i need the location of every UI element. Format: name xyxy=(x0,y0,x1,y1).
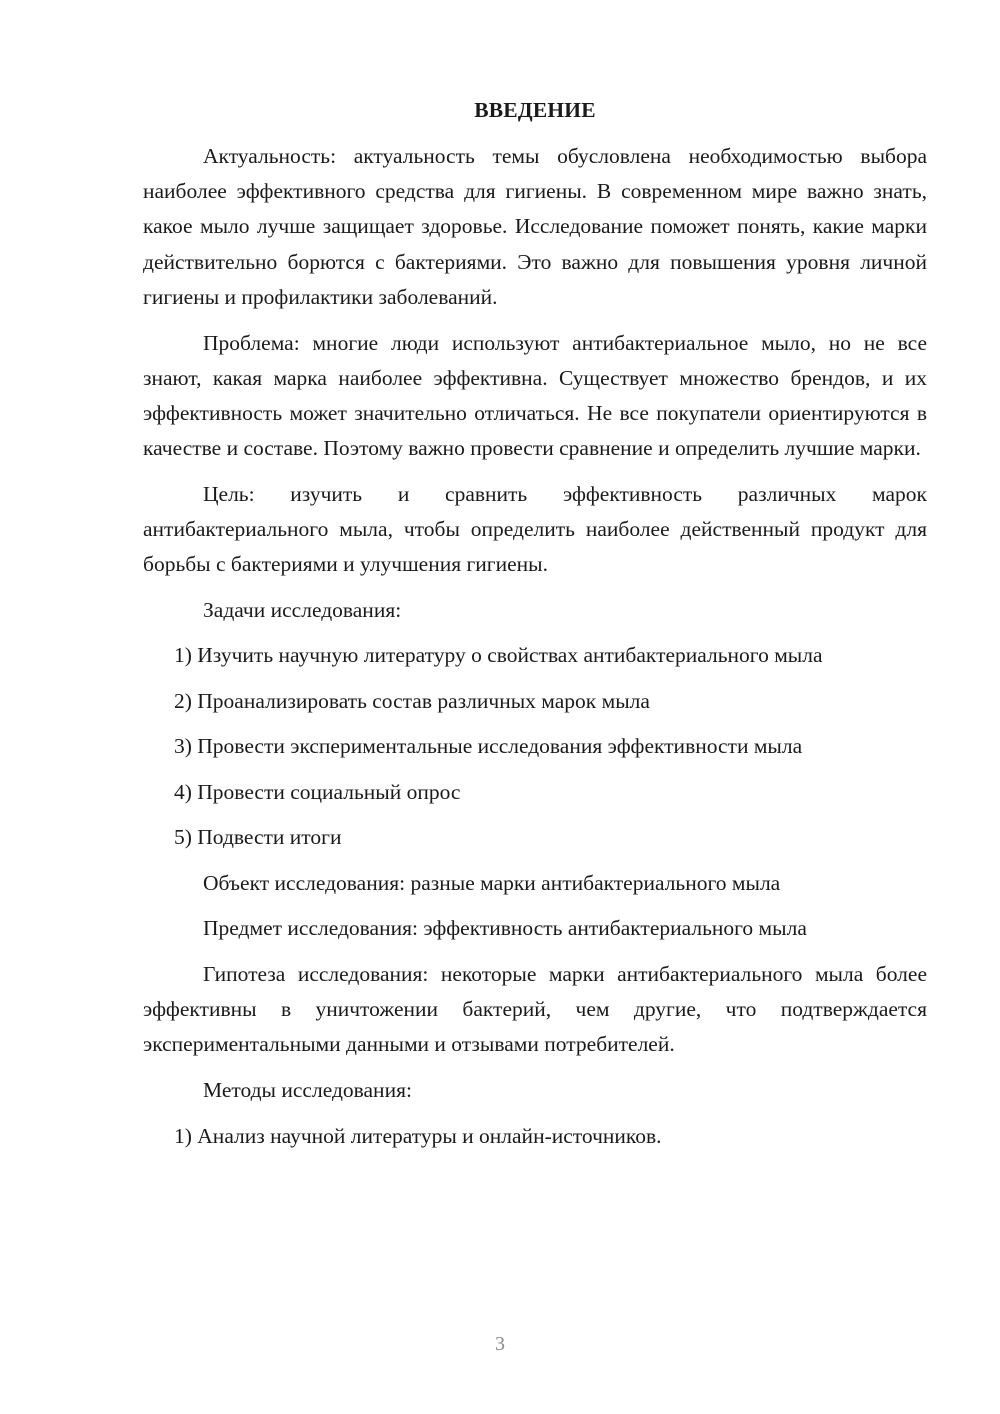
method-item-1: 1) Анализ научной литературы и онлайн-источников. xyxy=(174,1123,662,1148)
relevance-paragraph: Актуальность: актуальность темы обусловлена необходимостью выбора наиболее эффективного средства для гигиены. В современном мире важно знать, какое мыло лучше защищает здоровье. Исследование поможет понять, какие марки действительно борются с бактериями. Это важно для повышения уровня личной гигиены и профилактики заболеваний. xyxy=(143,144,927,309)
page-content xyxy=(143,93,927,1164)
tasks-title: Задачи исследования: xyxy=(203,597,402,622)
task-item-4: 4) Провести социальный опрос xyxy=(174,779,461,804)
task-item-5: 5) Подвести итоги xyxy=(174,825,342,850)
subject-paragraph: Предмет исследования: эффективность антибактериального мыла xyxy=(203,916,807,941)
hypothesis-paragraph: Гипотеза исследования: некоторые марки антибактериального мыла более эффективны в уничтожении бактерий, чем другие, что подтверждается экспериментальными данными и отзывами потребителей. xyxy=(143,961,927,1057)
section-heading: ВВЕДЕНИЕ xyxy=(474,98,596,122)
task-item-1: 1) Изучить научную литературу о свойствах антибактериального мыла xyxy=(174,643,823,668)
goal-paragraph: Цель: изучить и сравнить эффективность различных марок антибактериального мыла, чтобы определить наиболее действенный продукт для борьбы с бактериями и улучшения гигиены. xyxy=(143,481,927,577)
page-number: 3 xyxy=(495,1333,505,1355)
problem-paragraph: Проблема: многие люди используют антибактериальное мыло, но не все знают, какая марка наиболее эффективна. Существует множество брендов, и их эффективность может значительно отличаться. Не все покупатели ориентируются в качестве и составе. Поэтому важно провести сравнение и определить лучшие марки. xyxy=(143,330,927,461)
task-item-2: 2) Проанализировать состав различных марок мыла xyxy=(174,688,650,713)
object-paragraph: Объект исследования: разные марки антибактериального мыла xyxy=(203,870,781,895)
task-item-3: 3) Провести экспериментальные исследования эффективности мыла xyxy=(174,734,803,759)
methods-title: Методы исследования: xyxy=(203,1078,412,1103)
